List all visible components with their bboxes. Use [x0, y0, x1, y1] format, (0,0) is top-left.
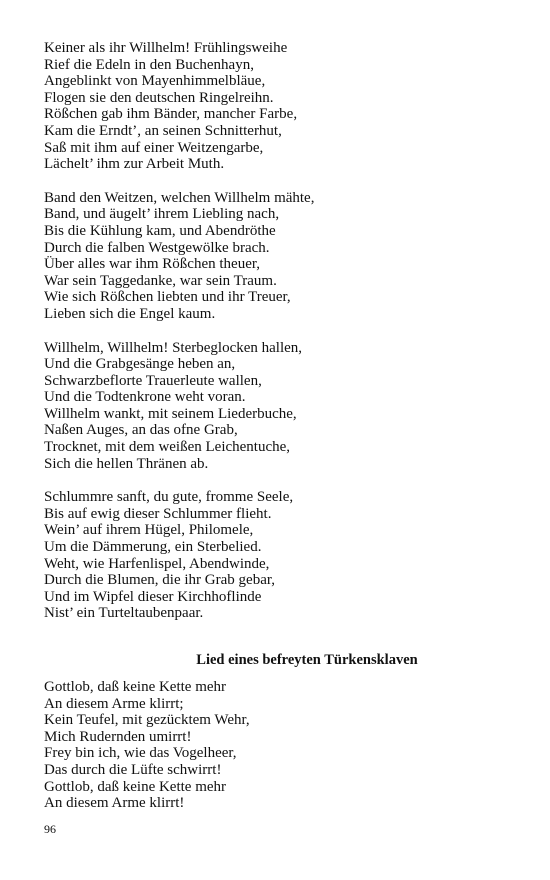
- verse-line: Bis auf ewig dieser Schlummer flieht.: [44, 505, 272, 522]
- verse-line: Nist’ ein Turteltaubenpaar.: [44, 605, 204, 622]
- stanza-4: [44, 489, 514, 622]
- verse-line: Band den Weitzen, welchen Willhelm mähte,: [44, 189, 315, 206]
- verse-line: Frey bin ich, wie das Vogelheer,: [44, 745, 237, 762]
- verse-line: An diesem Arme klirrt;: [44, 695, 184, 712]
- verse-line: Lächelt’ ihm zur Arbeit Muth.: [44, 156, 225, 173]
- verse-line: Band, und äugelt’ ihrem Liebling nach,: [44, 206, 280, 223]
- stanza-3: [44, 340, 514, 473]
- verse-line: Über alles war ihm Rößchen theuer,: [44, 256, 260, 273]
- verse-line: Wein’ auf ihrem Hügel, Philomele,: [44, 522, 254, 539]
- verse-line: War sein Taggedanke, war sein Traum.: [44, 272, 277, 289]
- stanza-1: [44, 40, 514, 173]
- stanza-poem2: [44, 679, 514, 812]
- page-number: 96: [44, 822, 56, 836]
- verse-line: Rößchen gab ihm Bänder, mancher Farbe,: [44, 106, 298, 123]
- verse-line: Trocknet, mit dem weißen Leichentuche,: [44, 439, 291, 456]
- page-body: [44, 40, 514, 829]
- verse-line: Und im Wipfel dieser Kirchhoflinde: [44, 588, 262, 605]
- verse-line: Schwarzbeflorte Trauerleute wallen,: [44, 372, 262, 389]
- verse-line: Gottlob, daß keine Kette mehr: [44, 679, 227, 695]
- verse-line: Und die Grabgesänge heben an,: [44, 356, 236, 373]
- verse-line: Angeblinkt von Mayenhimmelbläue,: [44, 73, 266, 90]
- verse-line: Keiner als ihr Willhelm! Frühlingsweihe: [44, 40, 288, 56]
- verse-line: Kein Teufel, mit gezücktem Wehr,: [44, 712, 250, 729]
- verse-line: Naßen Auges, an das ofne Grab,: [44, 422, 238, 439]
- verse-line: Kam die Erndt’, an seinen Schnitterhut,: [44, 122, 282, 139]
- verse-line: Das durch die Lüfte schwirrt!: [44, 761, 222, 778]
- verse-line: Saß mit ihm auf einer Weitzengarbe,: [44, 139, 264, 156]
- poem-title: Lied eines befreyten Türkensklaven: [196, 652, 418, 668]
- verse-line: Gottlob, daß keine Kette mehr: [44, 778, 227, 795]
- verse-line: Durch die Blumen, die ihr Grab gebar,: [44, 572, 275, 589]
- stanza-2: [44, 190, 514, 323]
- verse-line: Wie sich Rößchen liebten und ihr Treuer,: [44, 289, 291, 306]
- verse-line: An diesem Arme klirrt!: [44, 795, 185, 812]
- verse-line: Bis die Kühlung kam, und Abendröthe: [44, 222, 276, 239]
- verse-line: Flogen sie den deutschen Ringelreihn.: [44, 89, 274, 106]
- verse-line: Und die Todtenkrone weht voran.: [44, 389, 246, 406]
- verse-line: Weht, wie Harfenlispel, Abendwinde,: [44, 555, 270, 572]
- verse-line: Willhelm, Willhelm! Sterbeglocken hallen,: [44, 339, 303, 356]
- verse-line: Sich die hellen Thränen ab.: [44, 455, 209, 472]
- verse-line: Rief die Edeln in den Buchenhayn,: [44, 56, 254, 73]
- verse-line: Um die Dämmerung, ein Sterbelied.: [44, 539, 262, 556]
- verse-line: Durch die falben Westgewölke brach.: [44, 239, 270, 256]
- verse-line: Mich Rudernden umirrt!: [44, 728, 192, 745]
- verse-line: Willhelm wankt, mit seinem Liederbuche,: [44, 405, 297, 422]
- verse-line: Lieben sich die Engel kaum.: [44, 305, 216, 322]
- verse-line: Schlummre sanft, du gute, fromme Seele,: [44, 489, 294, 506]
